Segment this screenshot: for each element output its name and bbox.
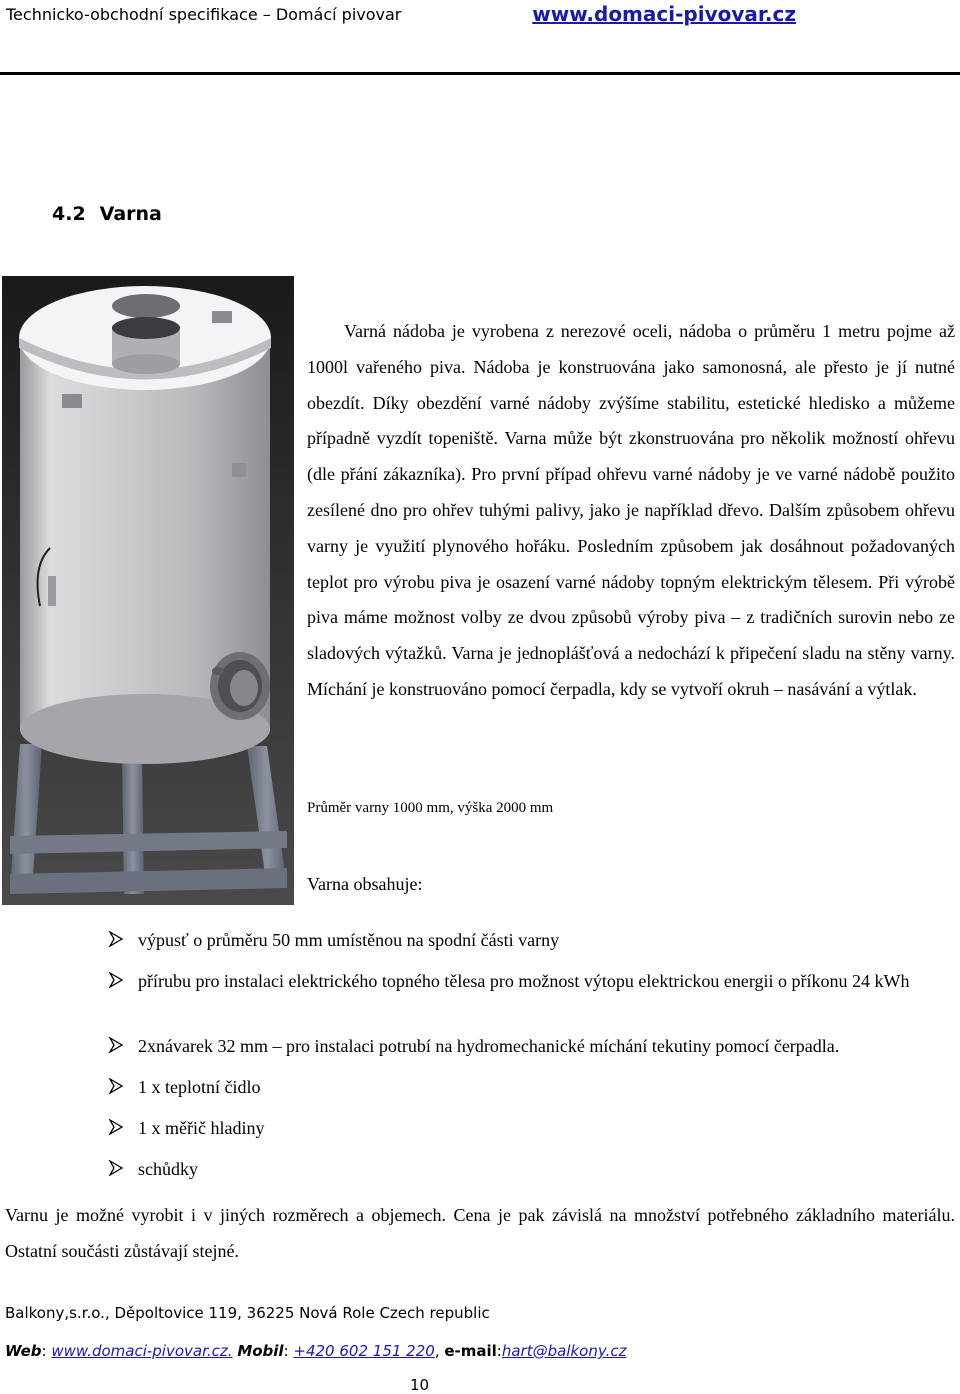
- arrow-bullet-icon: [108, 1160, 124, 1176]
- list-item-text: 1 x teplotní čidlo: [138, 1077, 261, 1097]
- mobil-separator: :: [283, 1342, 294, 1360]
- brewing-kettle-illustration: [2, 276, 294, 905]
- header-divider: [0, 72, 960, 75]
- intro-text: [307, 314, 955, 708]
- closing-paragraph: Varnu je možné vyrobit i v jiných rozměrech a objemech. Cena je pak závislá na množství potřebného základního materiálu. Ostatní součásti zůstávají stejné.: [5, 1205, 955, 1261]
- list-item-text: 1 x měřič hladiny: [138, 1118, 265, 1138]
- email-label: e-mail: [444, 1342, 497, 1360]
- page-number: 10: [410, 1376, 430, 1394]
- list-item-text: přírubu pro instalaci elektrického topného tělesa pro možnost výtopu elektrickou energii o příkonu 24 kWh: [138, 971, 910, 991]
- arrow-bullet-icon: [108, 1078, 124, 1094]
- web-label: Web: [5, 1342, 42, 1360]
- arrow-bullet-icon: [108, 1037, 124, 1053]
- header-website-link[interactable]: www.domaci-pivovar.cz: [532, 2, 796, 26]
- section-number: 4.2: [52, 203, 86, 225]
- web-link[interactable]: www.domaci-pivovar.cz.: [51, 1342, 233, 1360]
- mobil-link[interactable]: +420 602 151 220: [293, 1342, 435, 1360]
- contains-label: Varna obsahuje:: [307, 874, 423, 894]
- arrow-bullet-icon: [108, 1119, 124, 1135]
- footer-contact: [5, 1342, 626, 1360]
- list-item-text: výpusť o průměru 50 mm umístěnou na spodní části varny: [138, 930, 560, 950]
- intro-paragraph: Varná nádoba je vyrobena z nerezové oceli, nádoba o průměru 1 metru pojme až 1000l vařeného piva. Nádoba je konstruována jako samonosná, ale přesto je jí nutné obezdít. Díky obezdění varné nádoby zvýšíme stabilitu, estetické hledisko a můžeme případně vyzdít topeniště. Varna může být zkonstruována pro několik možností ohřevu (dle přání zákazníka). Pro první případ ohřevu varné nádoby je ve varné nádobě použito zesílené dno pro ohřev tuhými palivy, jako je například dřevo. Dalším způsobem ohřevu varny je využití plynového hořáku. Posledním způsobem jak dosáhnout požadovaných teplot pro výrobu piva je osazení varné nádoby topným elektrickým tělesem. Při výrobě piva máme možnost volby ze dvou způsobů výroby piva – z tradičních surovin nebo ze sladových výtažků. Varna je jednoplášťová a nedochází k připečení sladu na stěny varny. Míchání je konstruováno pomocí čerpadla, kdy se vytvoří okruh – nasávání a výtlak.: [307, 321, 955, 699]
- section-title: Varna: [99, 203, 162, 225]
- contact-comma: ,: [434, 1342, 445, 1360]
- arrow-bullet-icon: [108, 931, 124, 947]
- email-separator: :: [496, 1342, 502, 1360]
- list-item-text: 2xnávarek 32 mm – pro instalaci potrubí na hydromechanické míchání tekutiny pomocí čerpadla.: [138, 1036, 840, 1056]
- header-title: Technicko-obchodní specifikace – Domácí pivovar: [6, 5, 402, 24]
- dimensions-text: Průměr varny 1000 mm, výška 2000 mm: [307, 800, 554, 816]
- footer-address: Balkony,s.r.o., Děpoltovice 119, 36225 Nová Role Czech republic: [5, 1304, 490, 1322]
- email-link[interactable]: hart@balkony.cz: [501, 1342, 627, 1360]
- mobil-label: Mobil: [237, 1342, 284, 1360]
- arrow-bullet-icon: [108, 972, 124, 988]
- list-item-text: schůdky: [138, 1159, 198, 1179]
- section-heading: [52, 203, 162, 225]
- web-separator: :: [41, 1342, 52, 1360]
